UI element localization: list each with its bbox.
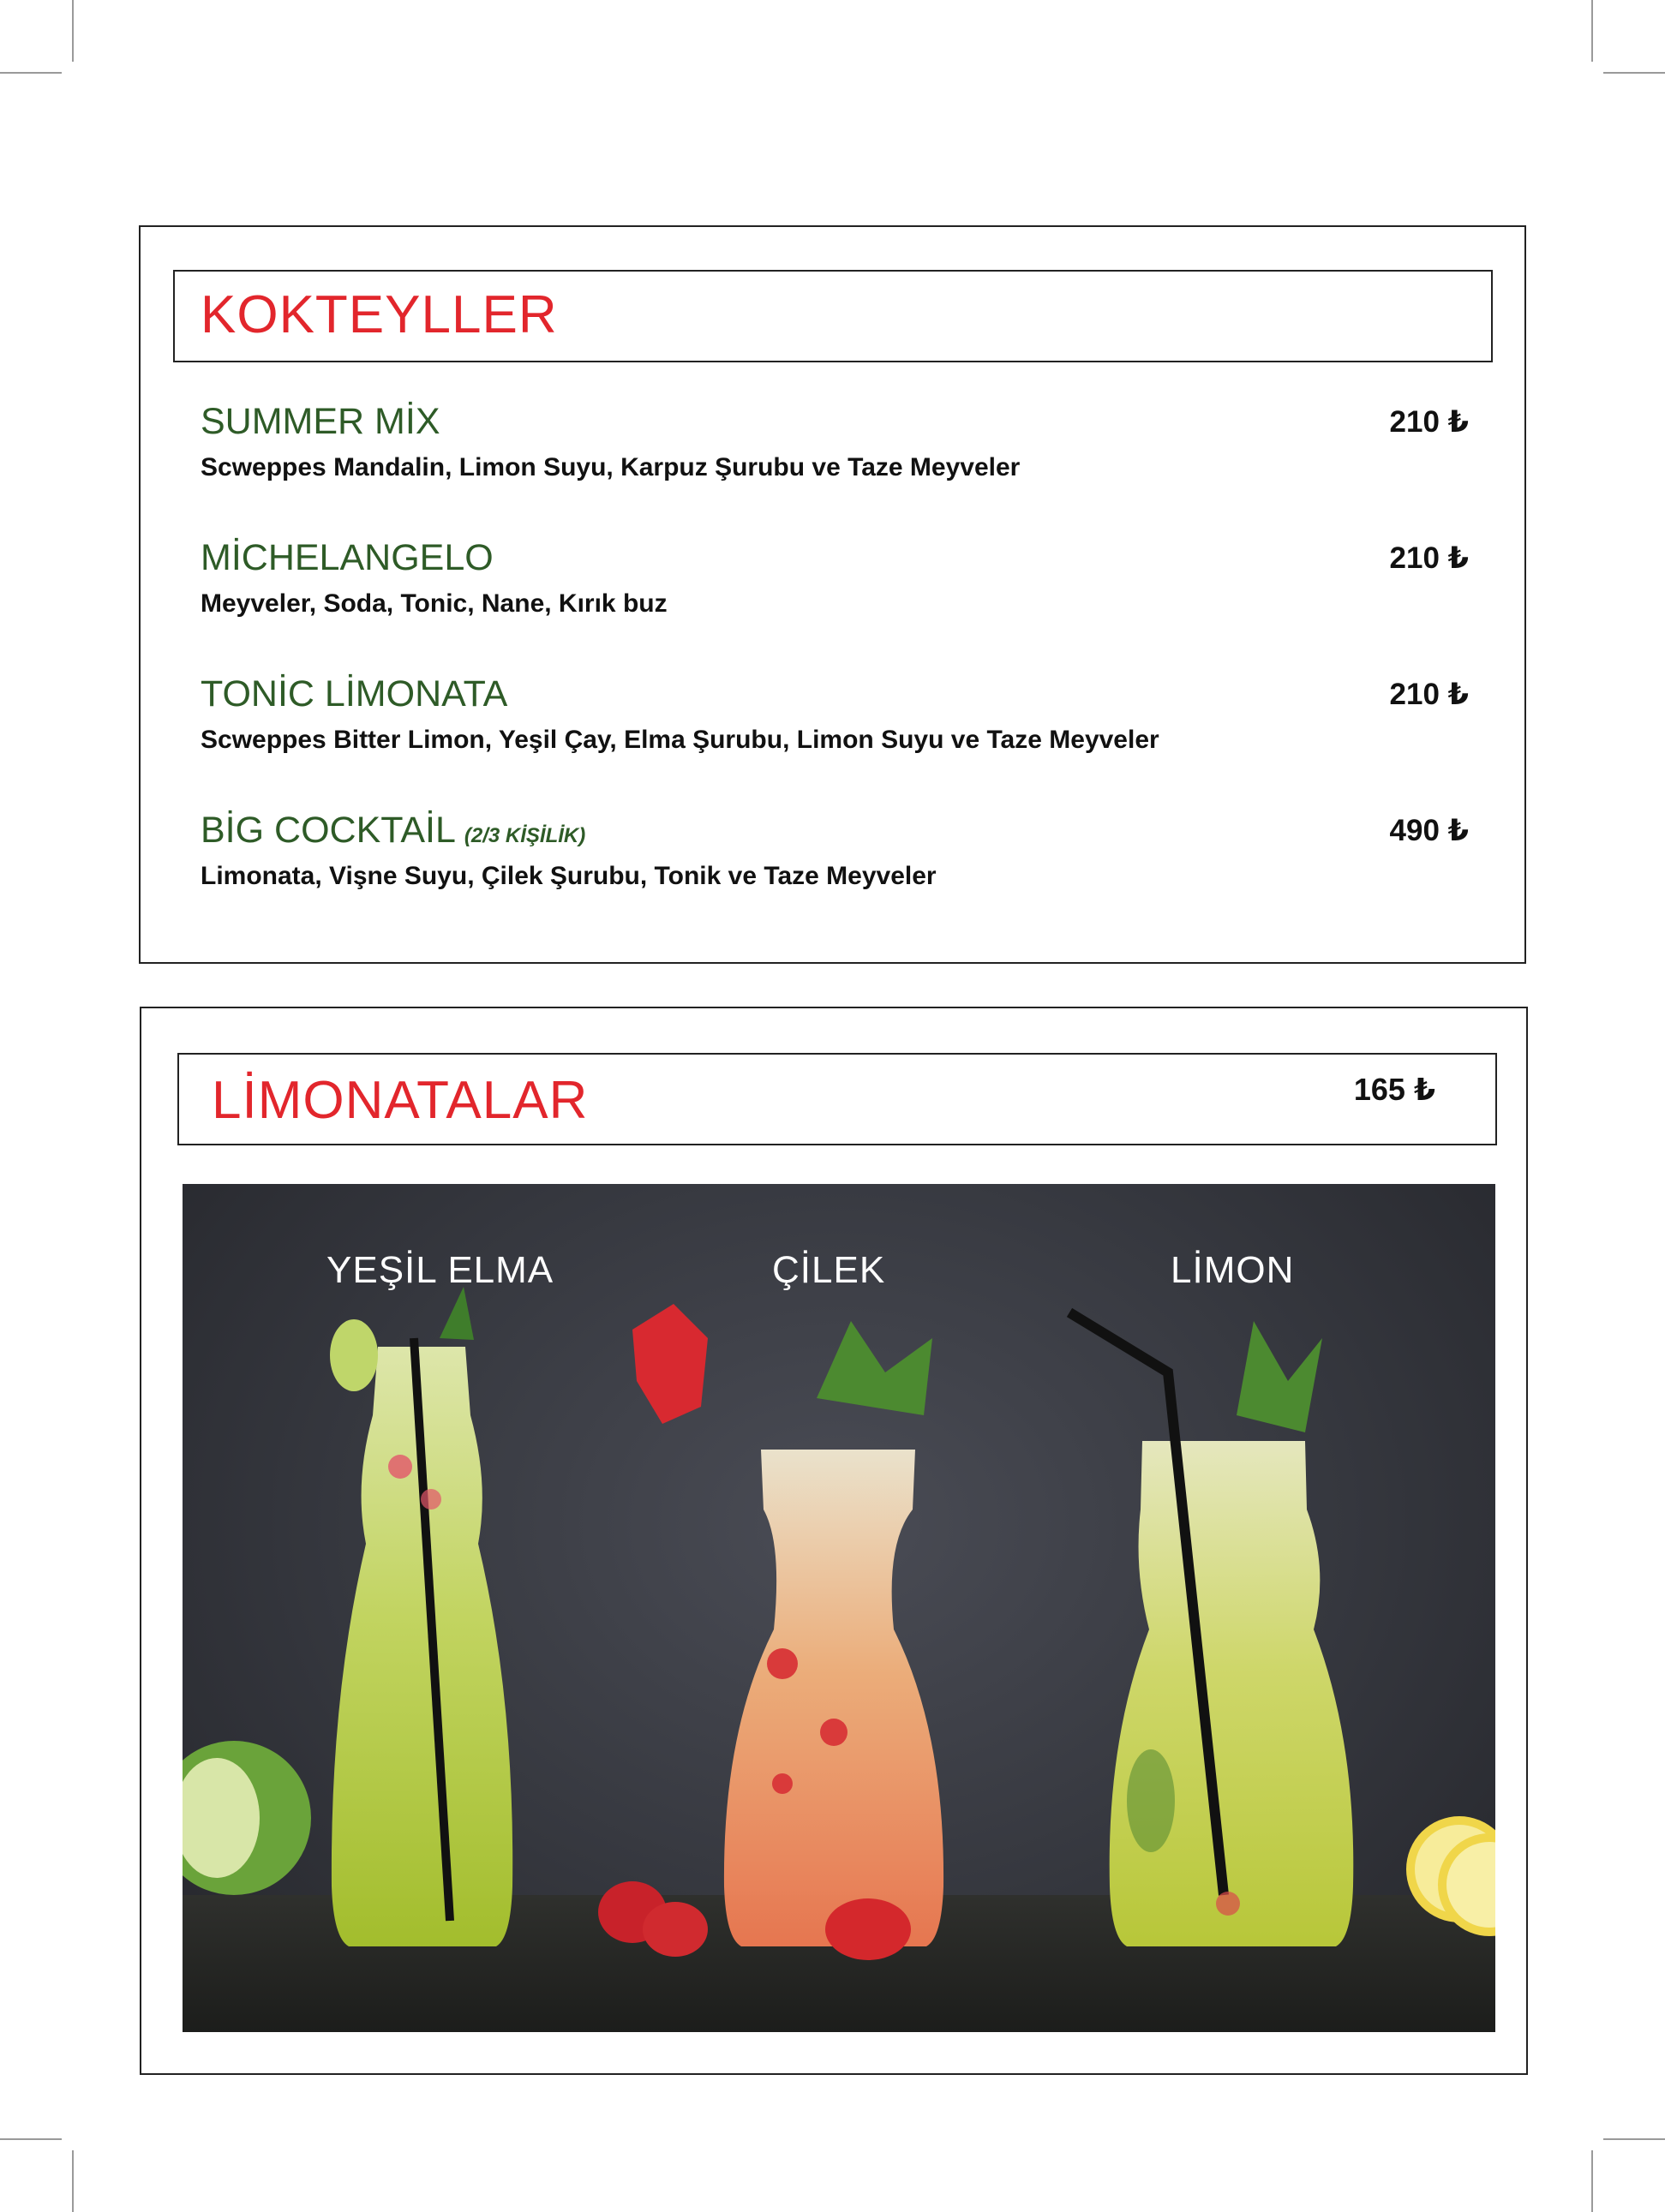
cocktails-title-box	[173, 270, 1493, 362]
lemonades-price: 165 ₺	[1353, 1072, 1435, 1107]
cocktails-title: KOKTEYLLER	[201, 285, 558, 344]
menu-item-big-cocktail	[201, 807, 1469, 918]
item-name: BİG COCKTAİL	[201, 810, 456, 851]
lemonades-section	[140, 1007, 1528, 2075]
item-price: 490 ₺	[1389, 814, 1469, 847]
crop-mark	[1591, 2150, 1593, 2212]
menu-item-summer-mix	[201, 398, 1469, 510]
lemonades-title: LİMONATALAR	[212, 1071, 589, 1130]
item-price: 210 ₺	[1389, 405, 1469, 439]
crop-mark	[72, 0, 74, 62]
lemonades-title-box	[177, 1053, 1497, 1145]
crop-mark	[72, 2150, 74, 2212]
flavor-label-lemon: LİMON	[1171, 1249, 1295, 1291]
menu-item-tonic-limonata	[201, 671, 1469, 782]
crop-mark	[1591, 0, 1593, 62]
flavor-label-strawberry: ÇİLEK	[772, 1249, 886, 1291]
item-name: MİCHELANGELO	[201, 537, 494, 578]
item-serving-note: (2/3 KİŞİLİK)	[464, 824, 586, 847]
item-name: TONİC LİMONATA	[201, 673, 508, 714]
item-description: Scweppes Bitter Limon, Yeşil Çay, Elma Şurubu, Limon Suyu ve Taze Meyveler	[201, 726, 1159, 754]
item-name: SUMMER MİX	[201, 401, 440, 442]
item-description: Meyveler, Soda, Tonic, Nane, Kırık buz	[201, 589, 668, 618]
crop-mark	[0, 72, 62, 74]
lemonade-illustration	[183, 1184, 1495, 2032]
item-price: 210 ₺	[1389, 678, 1469, 711]
lemonades-photo	[183, 1184, 1495, 2032]
crop-mark	[0, 2138, 62, 2140]
item-description: Scweppes Mandalin, Limon Suyu, Karpuz Şurubu ve Taze Meyveler	[201, 453, 1021, 481]
crop-mark	[1603, 2138, 1665, 2140]
item-description: Limonata, Vişne Suyu, Çilek Şurubu, Tonik ve Taze Meyveler	[201, 862, 937, 890]
cocktails-section	[139, 225, 1526, 964]
item-price: 210 ₺	[1389, 541, 1469, 575]
flavor-label-green-apple: YEŞİL ELMA	[326, 1249, 554, 1291]
crop-mark	[1603, 72, 1665, 74]
menu-item-michelangelo	[201, 535, 1469, 646]
